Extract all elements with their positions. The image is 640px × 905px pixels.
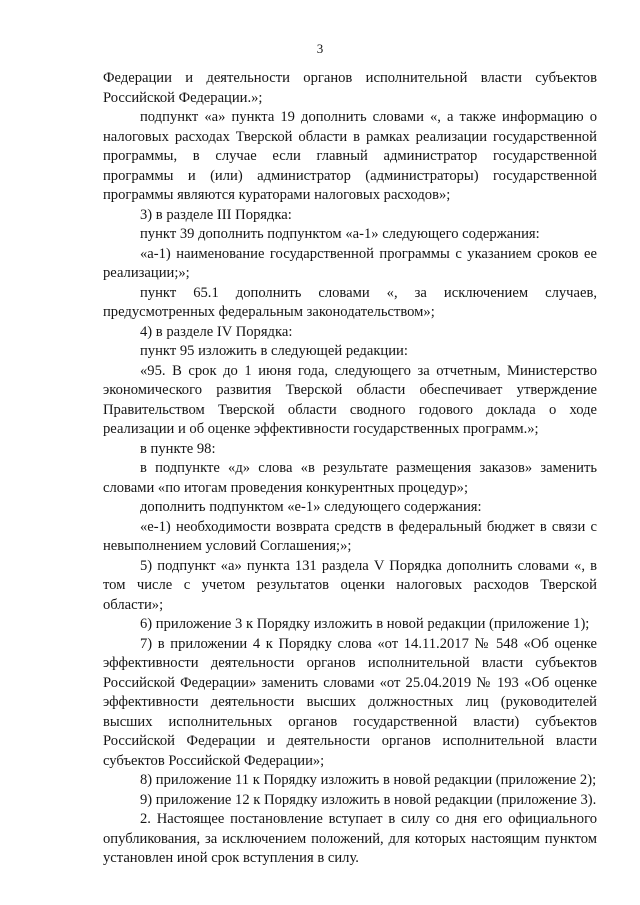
paragraph: 2. Настоящее постановление вступает в силу со дня его официального опубликования, за исключением положений, для которых настоящим пунктом установлен иной срок вступления в силу. — [103, 811, 597, 866]
paragraph: подпункт «а» пункта 19 дополнить словами «, а также информацию о налоговых расходах Тверской области в рамках реализации государственной программы, в случае если главный администратор государственной программы и (или) администратор (администраторы) государственной программы являются кураторами налоговых расходов»; — [103, 109, 597, 203]
document-body — [103, 69, 597, 869]
paragraph: пункт 65.1 дополнить словами «, за исключением случаев, предусмотренных федеральным законодательством»; — [103, 284, 597, 320]
paragraph: «а-1) наименование государственной программы с указанием сроков ее реализации;»; — [103, 245, 597, 281]
paragraph: пункт 95 изложить в следующей редакции: — [140, 343, 408, 359]
paragraph: 6) приложение 3 к Порядку изложить в новой редакции (приложение 1); — [140, 616, 590, 632]
paragraph: «е-1) необходимости возврата средств в федеральный бюджет в связи с невыполнением условий Соглашения;»; — [103, 518, 597, 554]
paragraph: 3) в разделе III Порядка: — [140, 206, 292, 223]
paragraph: 5) подпункт «а» пункта 131 раздела V Порядка дополнить словами «, в том числе с учетом результатов оценки налоговых расходов Тверской области»; — [103, 557, 597, 613]
page-number: 3 — [316, 41, 324, 56]
paragraph: пункт 39 дополнить подпунктом «а-1» следующего содержания: — [140, 226, 540, 242]
paragraph: Федерации и деятельности органов исполнительной власти субъектов Российской Федерации.»; — [103, 70, 597, 106]
paragraph: 9) приложение 12 к Порядку изложить в новой редакции (приложение 3). — [140, 791, 597, 808]
paragraph: 4) в разделе IV Порядка: — [140, 323, 293, 340]
paragraph: дополнить подпунктом «е-1» следующего содержания: — [140, 499, 482, 515]
paragraph: в пункте 98: — [140, 440, 216, 457]
paragraph: «95. В срок до 1 июня года, следующего за отчетным, Министерство экономического развития Тверской области обеспечивает утверждение Правительством Тверской области сводного годового доклада о ходе реализации и об оценке эффективности государственных программ.»; — [103, 362, 597, 437]
paragraph: в подпункте «д» слова «в результате размещения заказов» заменить словами «по итогам проведения конкурентных процедур»; — [103, 460, 597, 496]
paragraph: 8) приложение 11 к Порядку изложить в новой редакции (приложение 2); — [140, 772, 597, 788]
paragraph: 7) в приложении 4 к Порядку слова «от 14.11.2017 № 548 «Об оценке эффективности деятельности органов исполнительной власти субъектов Российской Федерации» заменить словами «от 25.04.2019 № 193 «Об оценке эффективности деятельности высших должностных лиц (руководителей высших исполнительных органов государственной власти) субъектов Российской Федерации и деятельности органов исполнительной власти субъектов Российской Федерации»; — [103, 635, 597, 769]
